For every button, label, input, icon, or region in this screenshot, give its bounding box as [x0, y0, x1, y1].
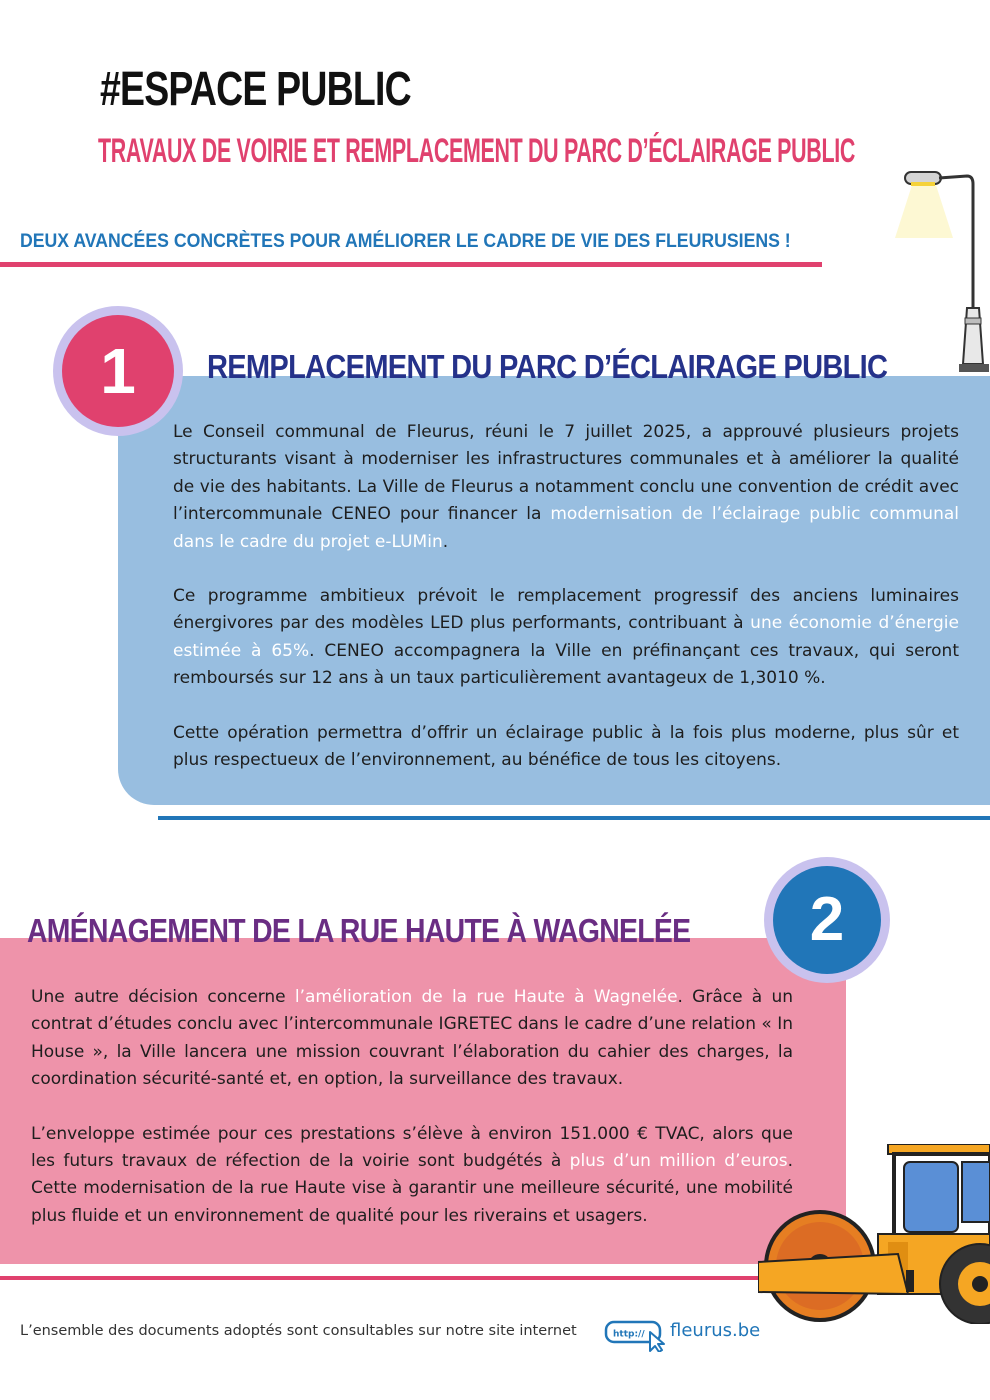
section2-highlight-1: l’amélioration de la rue Haute à Wagnelée [294, 987, 678, 1007]
section2-body [31, 984, 793, 1257]
footer-note: L’ensemble des documents adoptés sont consultables sur notre site internet [20, 1323, 577, 1339]
section1-number: 1 [62, 315, 174, 427]
section2-number-badge [764, 857, 890, 983]
section1-paragraph-1: Le Conseil communal de Fleurus, réuni le 7 juillet 2025, a approuvé plusieurs projets structurants visant à moderniser les infrastructures communales et à améliorer la qualité de vie des habitants. La Ville de Fleurus a notamment conclu une convention de crédit avec l’intercommunale CENEO pour financer la modernisation de l’éclairage public communal dans le cadre du projet e-LUMin. [173, 422, 959, 552]
section2-divider [0, 1276, 846, 1280]
website-link[interactable]: fleurus.be [670, 1320, 761, 1341]
section1-divider [158, 816, 990, 820]
section2-paragraph-1: Une autre décision concerne l’amélioration de la rue Haute à Wagnelée. Grâce à un contrat d’études conclu avec l’intercommunale IGRETEC dans le cadre d’une relation « In House », la Ville lancera une mission couvrant l’élaboration du cahier des charges, la coordination sécurité-santé et, en option, la surveillance des travaux. [31, 987, 793, 1090]
section1-highlight-1: modernisation de l’éclairage public communal dans le cadre du projet e-LUMin [173, 504, 959, 552]
section2-title: AMÉNAGEMENT DE LA RUE HAUTE À WAGNELÉE [27, 912, 691, 949]
section1-title: REMPLACEMENT DU PARC D’ÉCLAIRAGE PUBLIC [207, 348, 888, 385]
road-roller-icon [758, 1144, 990, 1324]
section2-highlight-2: plus d’un million d’euros [569, 1151, 788, 1172]
web-link-icon [604, 1318, 668, 1352]
page-subtitle: TRAVAUX DE VOIRIE ET REMPLACEMENT DU PARC D’ÉCLAIRAGE PUBLIC [98, 132, 856, 170]
section1-paragraph-3: Cette opération permettra d’offrir un éclairage public à la fois plus moderne, plus sûr et plus respectueux de l’environnement, au bénéfice de tous les citoyens. [173, 722, 959, 771]
section2-paragraph-2: L’enveloppe estimée pour ces prestations s’élève à environ 151.000 € TVAC, alors que les futurs travaux de réfection de la voirie sont budgétés à plus d’un million d’euros. Cette modernisation de la rue Haute vise à garantir une meilleure sécurité, une mobilité plus fluide et un environnement de qualité pour les riverains et usagers. [31, 1123, 794, 1226]
street-lamp-icon [895, 168, 990, 378]
tagline: DEUX AVANCÉES CONCRÈTES POUR AMÉLIORER LE CADRE DE VIE DES FLEURUSIENS ! [20, 231, 791, 252]
section2-number: 2 [773, 866, 881, 974]
web-link-icon-label: http:// [613, 1329, 645, 1340]
section1-number-badge [53, 306, 183, 436]
page-title: #ESPACE PUBLIC [100, 63, 411, 116]
section1-paragraph-2: Ce programme ambitieux prévoit le remplacement progressif des anciens luminaires énergivores par des modèles LED plus performants, contribuant à une économie d’énergie estimée à 65%. CENEO accompagnera la Ville en préfinançant ces travaux, qui seront remboursés sur 12 ans à un taux particulièrement avantageux de 1,3010 %. [173, 586, 959, 689]
section1-highlight-2: une économie d’énergie estimée à 65% [173, 613, 959, 661]
section1-body [173, 419, 959, 801]
tagline-divider [0, 262, 822, 267]
